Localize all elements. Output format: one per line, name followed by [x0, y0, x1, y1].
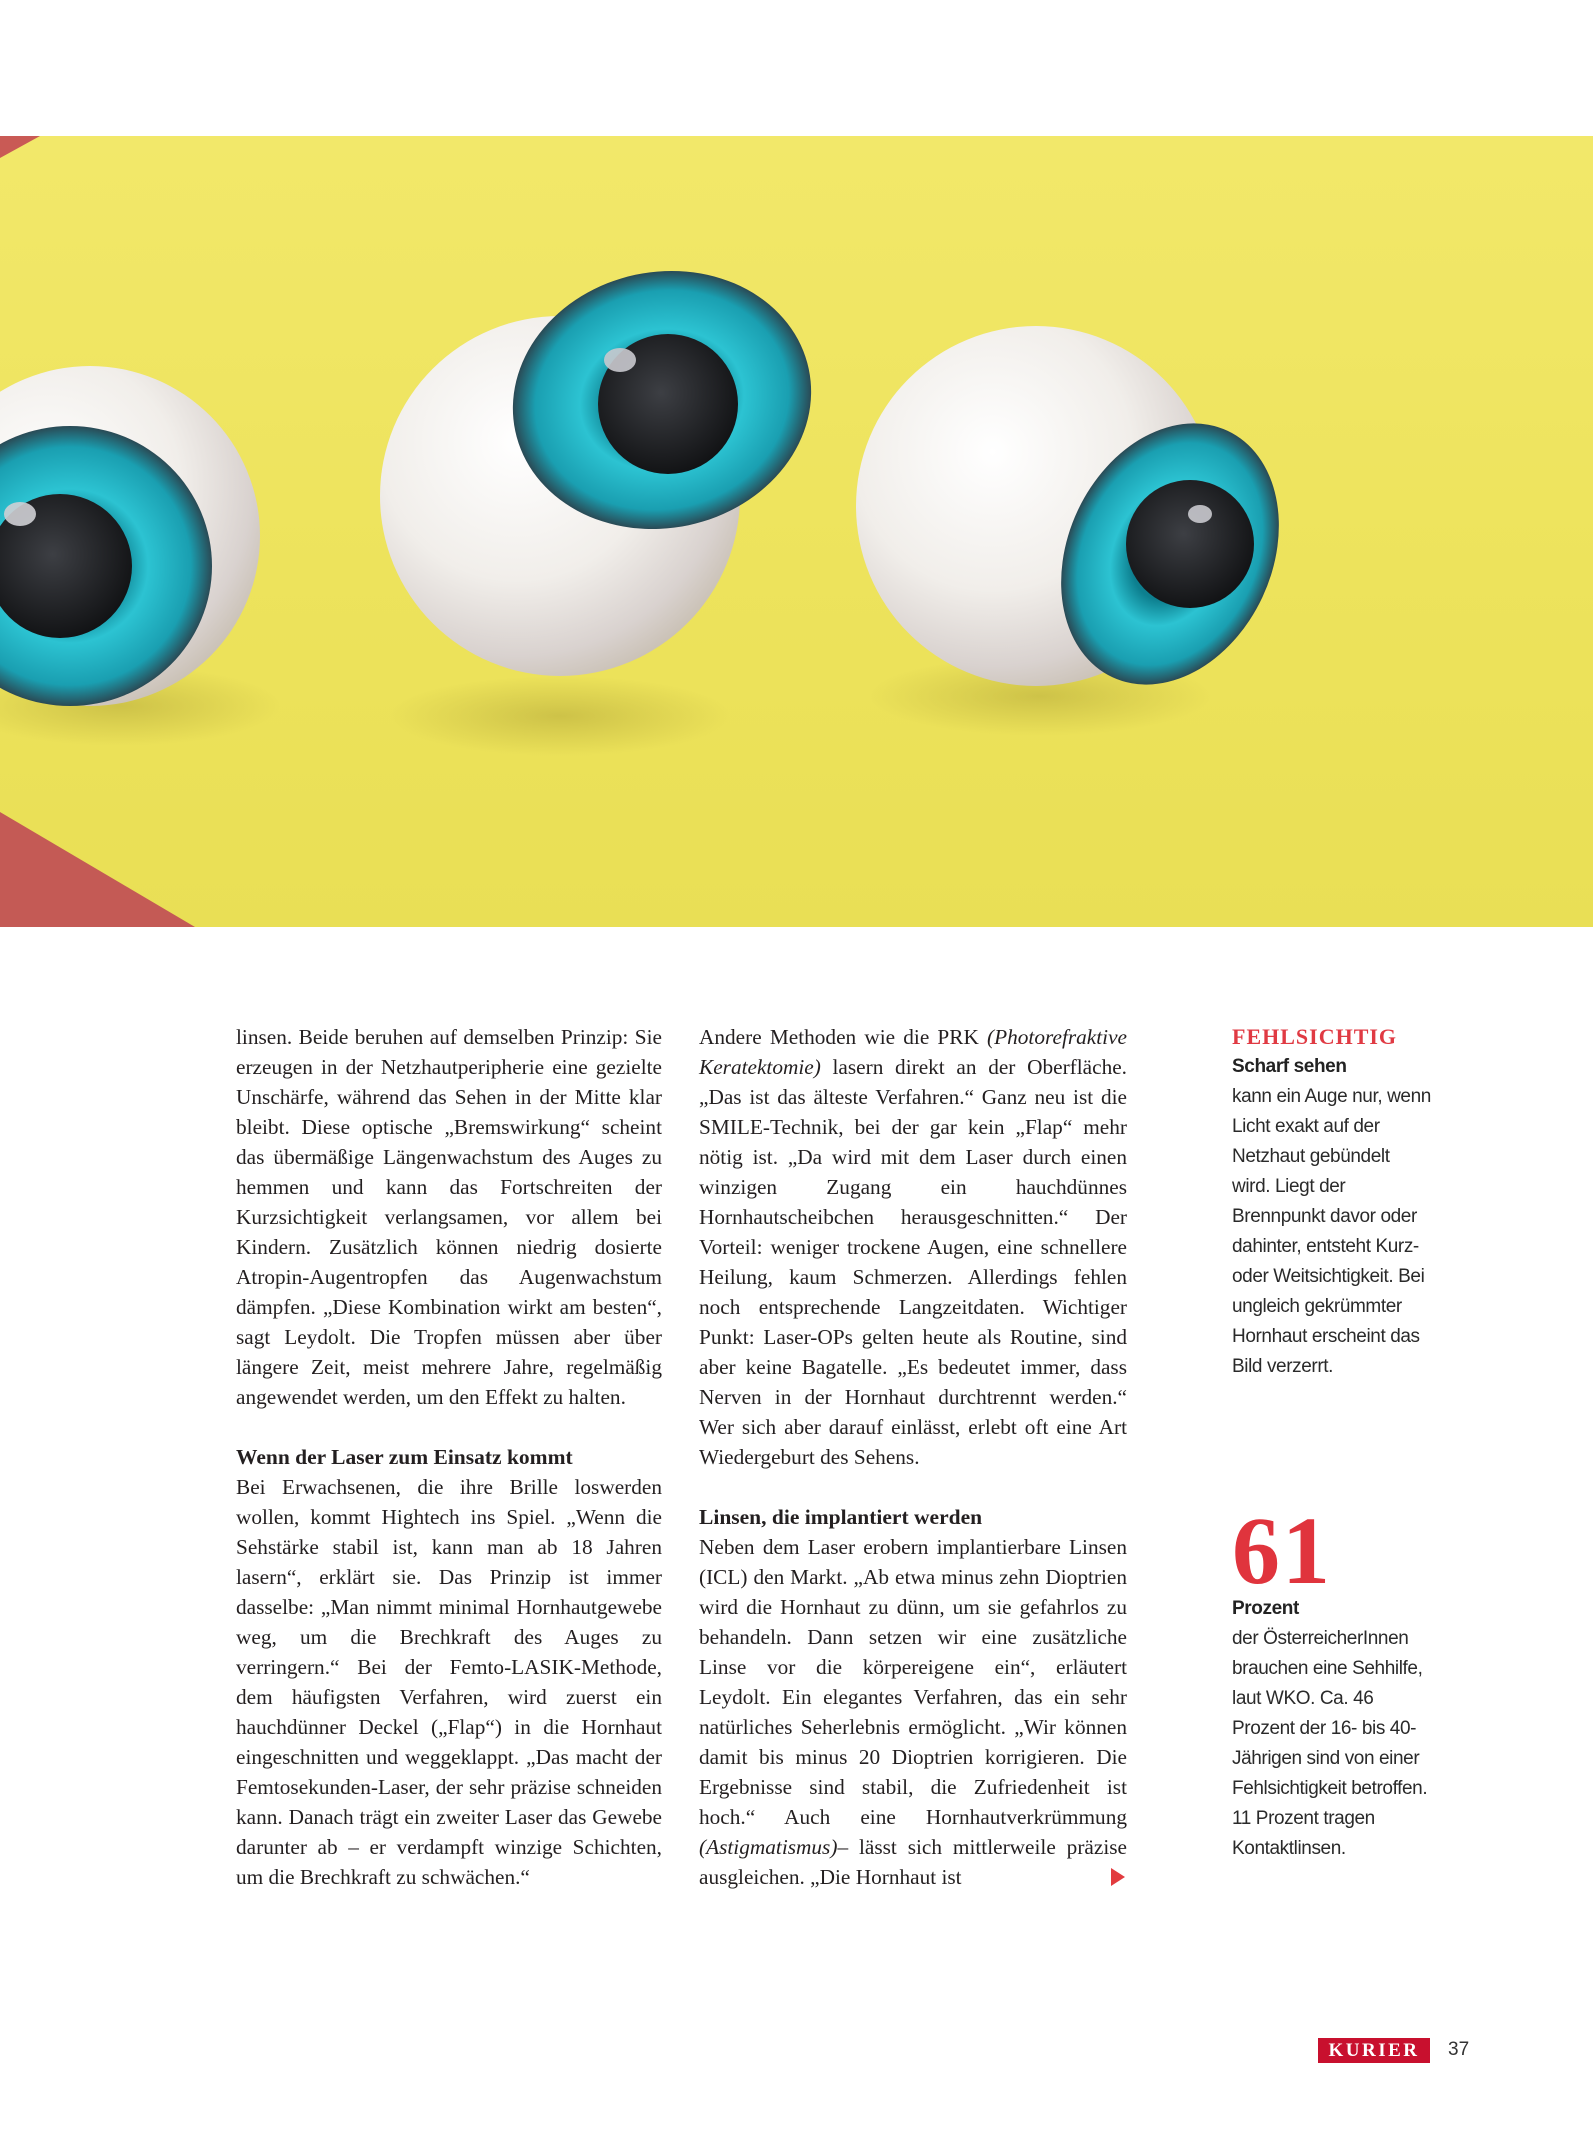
sidebar-lead: Scharf sehen [1232, 1056, 1347, 1077]
stat-text: der ÖsterreicherInnen brauchen eine Sehhilfe, laut WKO. Ca. 46 Prozent der 16- bis 40-Jährigen sind von einer Fehlsichtigkeit betroffen. 11 Prozent tragen Kontaktlinsen. [1232, 1628, 1428, 1859]
article-column-1 [236, 1022, 662, 1892]
paragraph [699, 1022, 1127, 1472]
stat-number: 61 [1232, 1497, 1332, 1604]
text-run: Neben dem Laser erobern implantierbare Linsen (ICL) den Markt. „Ab etwa minus zehn Dioptrien wird die Hornhaut zu dünn, um sie gefahrlos zu behandeln. Dann setzen wir eine zusätzliche Linse vor die körpereigene ein“, erläutert Leydolt. Ein elegantes Verfahren, das ein sehr natürliches Seherlebnis ermöglicht. „Wir können damit bis minus 20 Dioptrien korrigieren. Die Ergebnisse sind stabil, die Zufriedenheit ist hoch.“ Auch eine Hornhautverkrümmung [699, 1535, 1127, 1829]
eyeball-middle [380, 244, 835, 756]
paragraph [699, 1532, 1127, 1892]
red-corner-top [0, 136, 40, 158]
text-run: – lässt sich mittlerweile präzise ausgleichen. „Die Hornhaut ist [699, 1835, 1127, 1889]
article-column-2 [699, 1022, 1127, 1892]
subheading: Linsen, die implantiert werden [699, 1505, 983, 1529]
italic-term: (Photorefraktive Keratektomie) [699, 1025, 1127, 1079]
eyeballs-illustration [0, 136, 1593, 927]
paragraph: linsen. Beide beruhen auf demselben Prinzip: Sie erzeugen in der Netzhautperipherie eine gezielte Unschärfe, während das Sehen in der Mitte klar bleibt. Diese optische „Bremswirkung“ scheint das übermäßige Längenwachstum des Auges zu hemmen und kann das Fortschreiten der Kurzsichtigkeit verlangsamen, vor allem bei Kindern. Zusätzlich können niedrig dosierte Atropin-Augentropfen das Augenwachstum dämpfen. „Diese Kombination wirkt am besten“, sagt Leydolt. Die Tropfen müssen aber über längere Zeit, meist mehrere Jahre, regelmäßig angewendet werden, um den Effekt zu halten. [236, 1025, 662, 1409]
italic-term: (Astigmatismus) [699, 1835, 838, 1859]
hero-image [0, 136, 1593, 927]
text-run: lasern direkt an der Oberfläche. „Das ist das älteste Verfahren.“ Ganz neu ist die SMILE-Technik, bei der gar kein „Flap“ mehr nötig ist. „Da wird mit dem Laser durch einen winzigen Zugang ein hauchdünnes Hornhautscheibchen herausgeschnitten.“ Der Vorteil: weniger trockene Augen, eine schnellere Heilung, kaum Schmerzen. Allerdings fehlen noch entsprechende Langzeitdaten. Wichtiger Punkt: Laser-OPs gelten heute als Routine, sind aber keine Bagatelle. „Es bedeutet immer, dass Nerven in der Hornhaut durchtrennt werden.“ Wer sich aber darauf einlässt, erlebt oft eine Art Wiedergeburt des Sehens. [699, 1055, 1127, 1469]
sidebar-kicker: FEHLSICHTIG [1232, 1024, 1398, 1049]
red-corner-bottom [0, 812, 195, 927]
stat-label: Prozent [1232, 1598, 1299, 1619]
eyeball-right [856, 326, 1320, 736]
stat-box [1232, 1497, 1432, 1864]
page-number: 37 [1448, 2039, 1470, 2060]
info-sidebar [1232, 1022, 1432, 1382]
sidebar-text: kann ein Auge nur, wenn Licht exakt auf der Netzhaut gebündelt wird. Liegt der Brennpunkt davor oder dahinter, entsteht Kurz- oder Weitsichtigkeit. Bei ungleich gekrümmter Hornhaut erscheint das Bild verzerrt. [1232, 1086, 1431, 1377]
subheading: Wenn der Laser zum Einsatz kommt [236, 1445, 573, 1469]
paragraph: Bei Erwachsenen, die ihre Brille loswerden wollen, kommt Hightech ins Spiel. „Wenn die Sehstärke stabil ist, kann man ab 18 Jahren lasern“, erklärt sie. Das Prinzip ist immer dasselbe: „Man nimmt minimal Hornhautgewebe weg, um die Brechkraft des Auges zu verringern.“ Bei der Femto-LASIK-Methode, dem häufigsten Verfahren, wird zuerst ein hauchdünner Deckel („Flap“) in die Hornhaut eingeschnitten und weggeklappt. „Das macht der Femtosekunden-Laser, der sehr präzise schneiden kann. Danach trägt ein zweiter Laser das Gewebe darunter ab – er verdampft winzige Schichten, um die Brechkraft zu schwächen.“ [236, 1475, 662, 1889]
brand-logo: KURIER [1318, 2038, 1430, 2063]
text-run: Andere Methoden wie die PRK [699, 1025, 988, 1049]
eyeball-left [0, 366, 280, 746]
continue-arrow-icon [1111, 1868, 1125, 1886]
